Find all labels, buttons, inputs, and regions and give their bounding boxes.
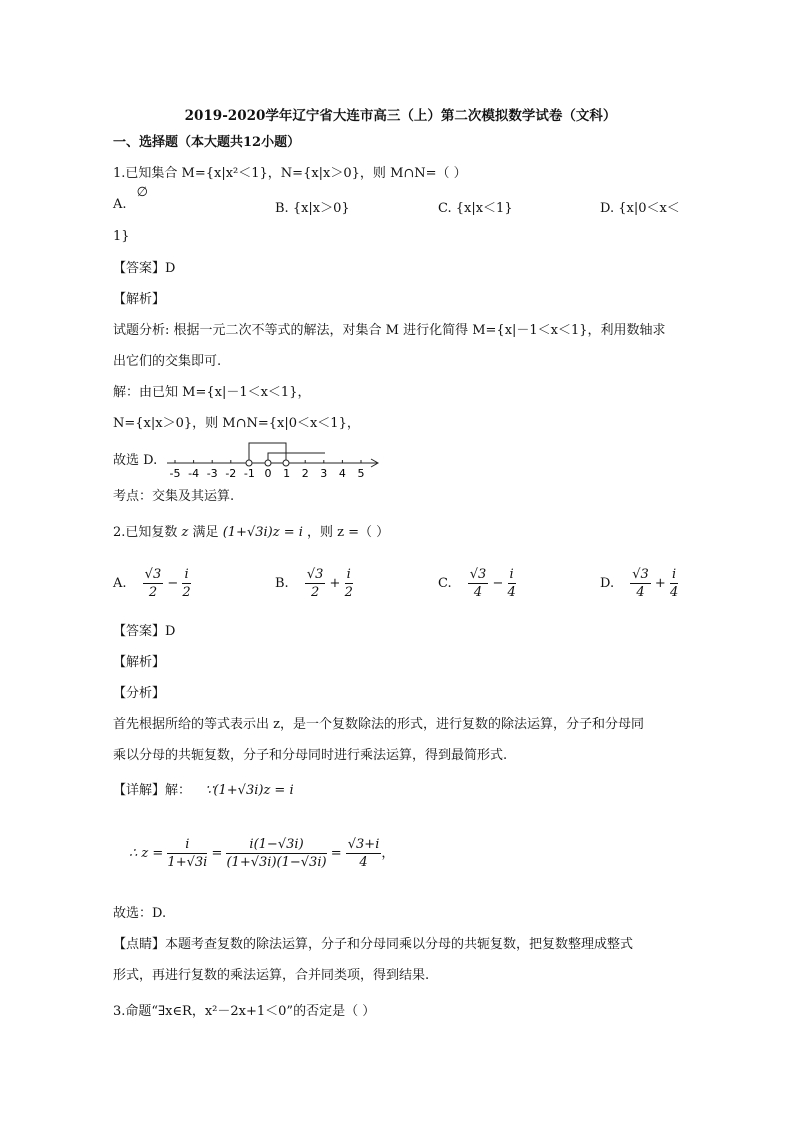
q2-option-b-label: B. [275,576,289,591]
section-heading: 一、选择题（本大题共12小题） [113,135,301,150]
q1-stem: 1.已知集合 M={x|x²＜1}，N={x|x＞0}，则 M∩N=（ ） [113,166,467,181]
page-title: 2019-2020学年辽宁省大连市高三（上）第二次模拟数学试卷（文科） [184,108,617,124]
q2-fenxi-head: 【分析】 [113,686,166,701]
number-line-tick-label: 0 [264,467,272,479]
q2-stem-mid: 满足 [192,525,219,540]
q2-fenxi-line1: 首先根据所给的等式表示出 z，是一个复数除法的形式，进行复数的除法运算，分子和分母同 [113,717,644,732]
q1-solution-line2: N={x|x＞0}，则 M∩N={x|0＜x＜1}， [113,416,360,431]
q2-comment-line1: 【点睛】本题考查复数的除法运算，分子和分母同乘以分母的共轭复数，把复数整理成整式 [113,937,634,952]
number-line-diagram [165,437,387,479]
q2-fenxi-line2: 乘以分母的共轭复数，分子和分母同时进行乘法运算，得到最简形式. [113,748,508,763]
q1-option-d: D. {x|0＜x＜ [600,201,680,216]
set-n-bracket [268,453,325,463]
q2-stem-variable: z [181,525,189,540]
q2-analysis-head: 【解析】 [113,655,166,670]
q1-option-a [113,185,148,212]
open-point-one [283,460,289,466]
q2-therefore: ∴ z = [129,846,164,861]
empty-set-symbol: ∅ [136,185,148,200]
q2-stem-prefix: 2.已知复数 [113,525,178,540]
q2-stem [113,524,389,542]
q1-analysis-line1: 试题分析: 根据一元二次不等式的解法，对集合 M 进行化简得 M={x|－1＜x＜1}，利用数轴求 [113,323,666,338]
q1-option-b: B. {x|x＞0} [275,201,350,216]
q2-detail [113,782,294,800]
number-line-tick-label: -5 [169,467,181,479]
q1-answer: 【答案】D [113,261,176,276]
q2-derivation: ∴ z = $\frac{i}{1+√3i}$ = $\frac{i(1-√3i)}{(1+√3i)(1-√3i)}$ = $\frac{√3+i}{4}$ ， [129,837,395,870]
number-line-tick-label: -1 [243,467,255,479]
number-line-tick-label: 3 [320,467,328,479]
number-line-tick-label: 4 [338,467,346,479]
open-point-minus-one [246,460,252,466]
q2-option-b: B. $\frac{√3}{2}$ + $\frac{i}{2}$ [275,567,353,600]
number-line-tick-label: 1 [283,467,291,479]
number-line-tick-label: -4 [188,467,200,479]
q2-option-a-label: A. [113,576,127,591]
q1-analysis-line2: 出它们的交集即可. [113,354,222,369]
q1-analysis-head: 【解析】 [113,292,166,307]
q2-option-c: C. $\frac{√3}{4}$ − $\frac{i}{4}$ [438,567,516,600]
number-line-tick-label: 2 [301,467,309,479]
q1-option-c: C. {x|x＜1} [438,201,513,216]
q2-detail-head: 【详解】解： [113,783,192,798]
q1-option-a-label: A. [113,197,127,212]
number-line-tick-label: -2 [225,467,237,479]
q2-option-a: A. $\frac{√3}{2}$ − $\frac{i}{2}$ [113,567,191,600]
q2-answer: 【答案】D [113,624,176,639]
number-line-tick-label: -3 [206,467,218,479]
open-point-zero [265,460,271,466]
q2-detail-equation: ∵(1+√3i)z = i [205,783,294,798]
q2-option-d-label: D. [600,576,615,591]
q1-solution-line1: 解：由已知 M={x|－1＜x＜1}， [113,385,311,400]
q1-point: 考点：交集及其运算. [113,489,235,504]
q2-comment-line2: 形式，再进行复数的乘法运算，合并同类项，得到结果. [113,968,430,983]
q2-option-c-label: C. [438,576,452,591]
q2-stem-equation: (1+√3i)z = i [222,525,303,540]
q2-choose: 故选：D. [113,906,167,921]
number-line-tick-label: 5 [357,467,365,479]
q1-choose: 故选 D. [113,453,158,468]
q1-option-d-cont: 1} [113,229,130,244]
q2-option-d: D. $\frac{√3}{4}$ + $\frac{i}{4}$ [600,567,679,600]
q3-stem: 3.命题“∃x∈R，x²－2x+1＜0”的否定是（ ） [113,1004,376,1019]
q2-stem-suffix: ，则 z =（ ） [307,525,390,540]
